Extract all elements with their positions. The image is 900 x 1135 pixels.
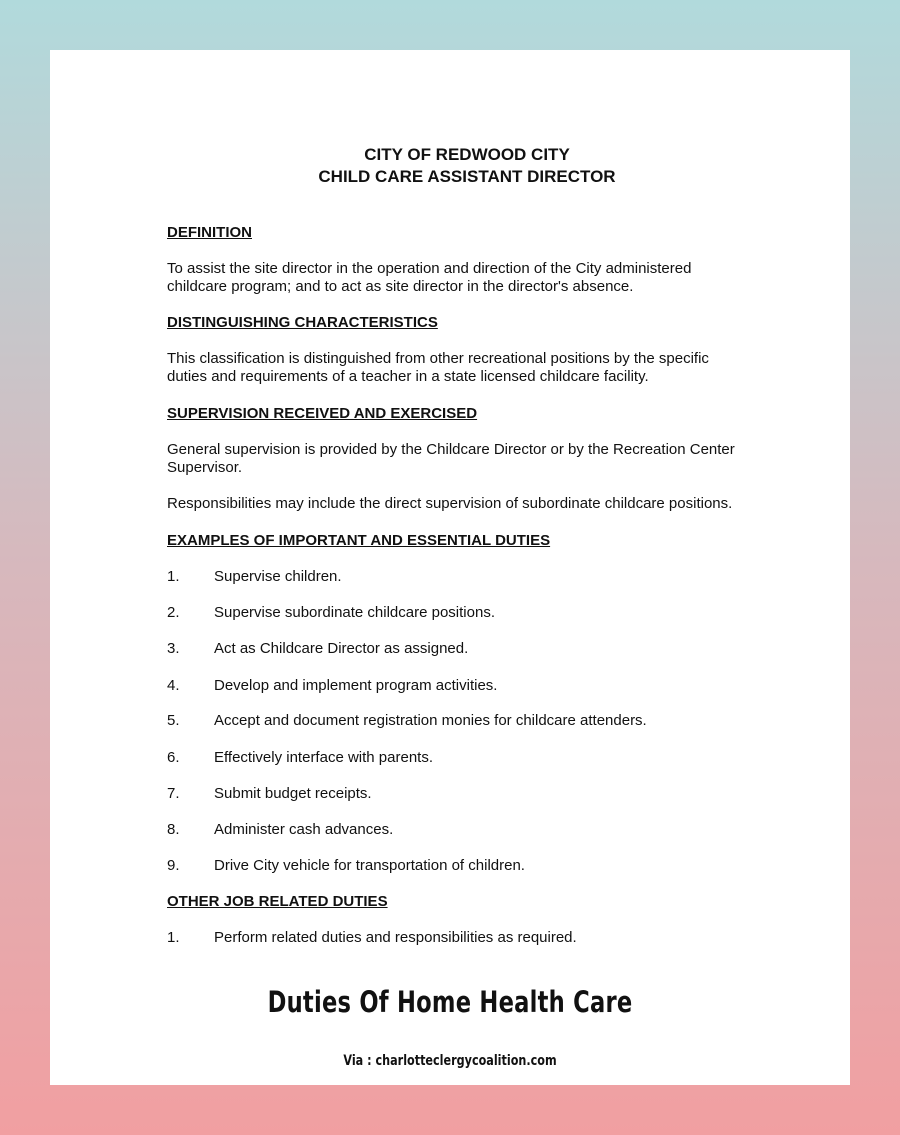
document-title-line2: CHILD CARE ASSISTANT DIRECTOR [318, 167, 616, 186]
list-item-text: Accept and document registration monies for childcare attenders. [214, 712, 647, 729]
distinguishing-line1: This classification is distinguished from other recreational positions by the specific [167, 350, 709, 367]
list-item-text: Supervise subordinate childcare positions. [214, 604, 495, 621]
list-item-number: 4. [167, 677, 180, 694]
definition-line2: childcare program; and to act as site director in the director's absence. [167, 278, 634, 295]
supervision-p2: Responsibilities may include the direct supervision of subordinate childcare positions. [167, 495, 733, 512]
supervision-p1-line1: General supervision is provided by the Childcare Director or by the Recreation Center [167, 441, 735, 458]
list-item-number: 6. [167, 749, 180, 766]
list-item-text: Drive City vehicle for transportation of children. [214, 857, 525, 874]
list-item-text: Develop and implement program activities. [214, 677, 498, 694]
section-heading-definition: DEFINITION [167, 224, 252, 241]
supervision-p1-line2: Supervisor. [167, 459, 243, 476]
list-item-number: 5. [167, 712, 180, 729]
definition-line1: To assist the site director in the operation and direction of the City administered [167, 260, 692, 277]
list-item-number: 1. [167, 568, 180, 585]
list-item-number: 2. [167, 604, 180, 621]
list-item-text: Effectively interface with parents. [214, 749, 433, 766]
caption-title: Duties Of Home Health Care [267, 985, 633, 1019]
list-item-text: Administer cash advances. [214, 821, 394, 838]
list-item-text: Submit budget receipts. [214, 785, 372, 802]
source-credit: Via : charlotteclergycoalition.com [343, 1053, 557, 1069]
list-item-text: Perform related duties and responsibilities as required. [214, 929, 577, 946]
section-heading-other-duties: OTHER JOB RELATED DUTIES [167, 893, 388, 910]
list-item-text: Supervise children. [214, 568, 342, 585]
document-title-line1: CITY OF REDWOOD CITY [364, 145, 570, 164]
list-item-number: 3. [167, 640, 180, 657]
section-heading-essential-duties: EXAMPLES OF IMPORTANT AND ESSENTIAL DUTIES [167, 532, 551, 549]
distinguishing-line2: duties and requirements of a teacher in a state licensed childcare facility. [167, 368, 649, 385]
section-heading-supervision: SUPERVISION RECEIVED AND EXERCISED [167, 405, 478, 422]
list-item-text: Act as Childcare Director as assigned. [214, 640, 469, 657]
list-item-number: 8. [167, 821, 180, 838]
section-heading-distinguishing: DISTINGUISHING CHARACTERISTICS [167, 314, 438, 331]
list-item-number: 9. [167, 857, 180, 874]
list-item-number: 1. [167, 929, 180, 946]
document-card [50, 50, 850, 1085]
list-item-number: 7. [167, 785, 180, 802]
